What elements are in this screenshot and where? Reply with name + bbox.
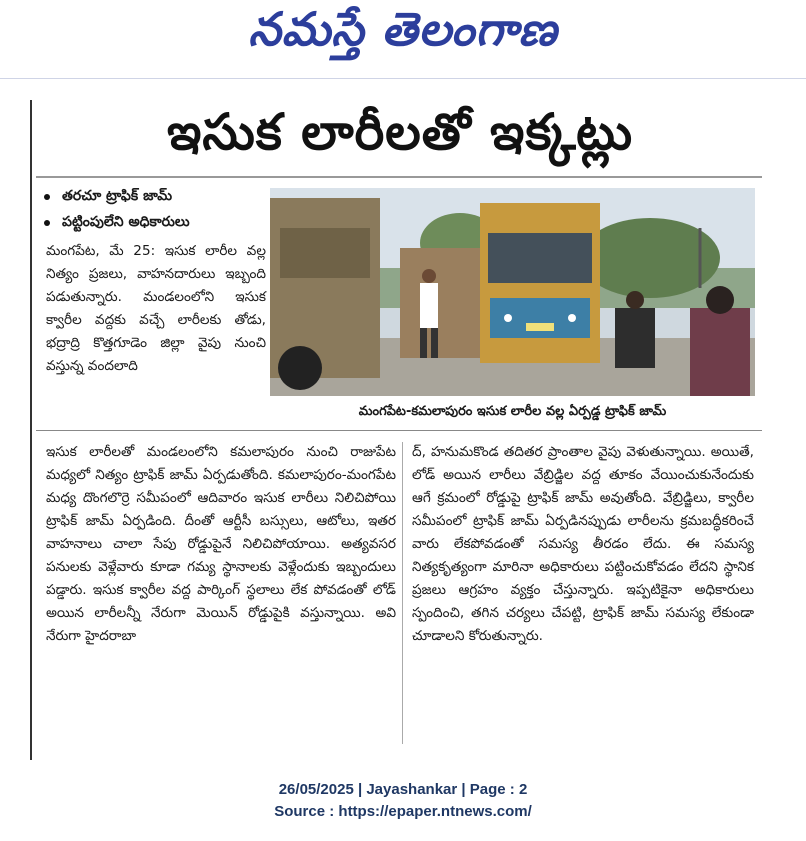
masthead	[0, 0, 806, 78]
edition-meta: 26/05/2025 | Jayashankar | Page : 2	[278, 781, 528, 798]
bullet-dot-icon	[44, 194, 50, 200]
bullet-text: తరచూ ట్రాఫిక్ జామ్	[62, 187, 173, 204]
newspaper-logo: నమస్తే తెలంగాణ	[248, 2, 558, 56]
highlight-bullets	[40, 184, 268, 236]
article-photo	[270, 188, 755, 396]
source-link[interactable]: Source : https://epaper.ntnews.com/	[274, 803, 532, 820]
bullet-text: పట్టింపులేని అధికారులు	[62, 213, 190, 230]
article-intro-column: మంగపేట, మే 25: ఇసుక లారీల వల్ల నిత్యం ప్రజలు, వాహనదారులు ఇబ్బంది పడుతున్నారు. మండలంలోని ఇసుక క్వారీల వద్దకు వచ్చే లారీలకు తోడు, భద్రాద్రి కొత్తగూడెం జిల్లా వైపు నుంచి వస్తున్న వందలాది	[46, 243, 266, 374]
truck-traffic-photo	[270, 188, 755, 396]
bullet-item	[40, 210, 268, 236]
photo-caption: మంగపేట-కమలాపురం ఇసుక లారీల వల్ల ఏర్పడ్డ ట్రాఫిక్ జామ్	[358, 404, 667, 419]
article-body-right-column: ద్, హనుమకొండ తదితర ప్రాంతాల వైపు వెళుతున్నాయి. అయితే, లోడ్ అయిన లారీలు వేబ్రిడ్జిల వద్ద తూకం వేయించుకునేందుకు ఆగే క్రమంలో రోడ్డుపై ట్రాఫిక్ జామ్ అవుతోంది. వేబ్రిడ్జిలు, క్వారీల సమీపంలో ట్రాఫిక్ జామ్ ఏర్పడినప్పుడు లారీలను క్రమబద్ధీకరించే వారు లేకపోవడంతో సమస్య తీరడం లేదు. ఈ సమస్య నిత్యకృత్యంగా మారినా అధికారులు పట్టించుకోవడం లేదని స్థానిక ప్రజలు ఆగ్రహం వ్యక్తం చేస్తున్నారు. ఇప్పటికైనా అధికారులు స్పందించి, తగిన చర్యలు చేపట్టి, ట్రాఫిక్ జామ్ సమస్య లేకుండా చూడాలని కోరుతున్నారు.	[412, 444, 754, 644]
column-divider	[402, 442, 403, 744]
bullet-item	[40, 184, 268, 210]
article-headline: ఇసుక లారీలతో ఇక్కట్లు	[166, 102, 634, 161]
caption-divider	[36, 430, 762, 431]
bullet-dot-icon	[44, 220, 50, 226]
article-body-left-column: ఇసుక లారీలతో మండలంలోని కమలాపురం నుంచి రాజుపేట మధ్యలో నిత్యం ట్రాఫిక్ జామ్ ఏర్పడుతోంది. కమలాపురం-మంగపేట మధ్య దొంగలొర్రె సమీపంలో ఆదివారం ఇసుక లారీలు నిలిచిపోయి ట్రాఫిక్ జామ్ ఏర్పడింది. దీంతో ఆర్టీసీ బస్సులు, ఆటోలు, ఇతర వాహనాలు చాలా సేపు రోడ్డుపైనే నిలిచిపోయాయి. అత్యవసర పనులకు వెళ్లేవారు కూడా గమ్య స్థానాలకు వెళ్లేందుకు ఇబ్బందులు పడ్డారు. ఇసుక క్వారీల వద్ద పార్కింగ్ స్థలాలు లేక పోవడంతో లోడ్ అయిన లారీలన్నీ నేరుగా మెయిన్ రోడ్డుపైకి వస్తున్నాయి. అవి నేరుగా హైదరాబా	[46, 444, 396, 644]
masthead-divider	[0, 78, 806, 79]
headline-divider	[36, 176, 762, 178]
